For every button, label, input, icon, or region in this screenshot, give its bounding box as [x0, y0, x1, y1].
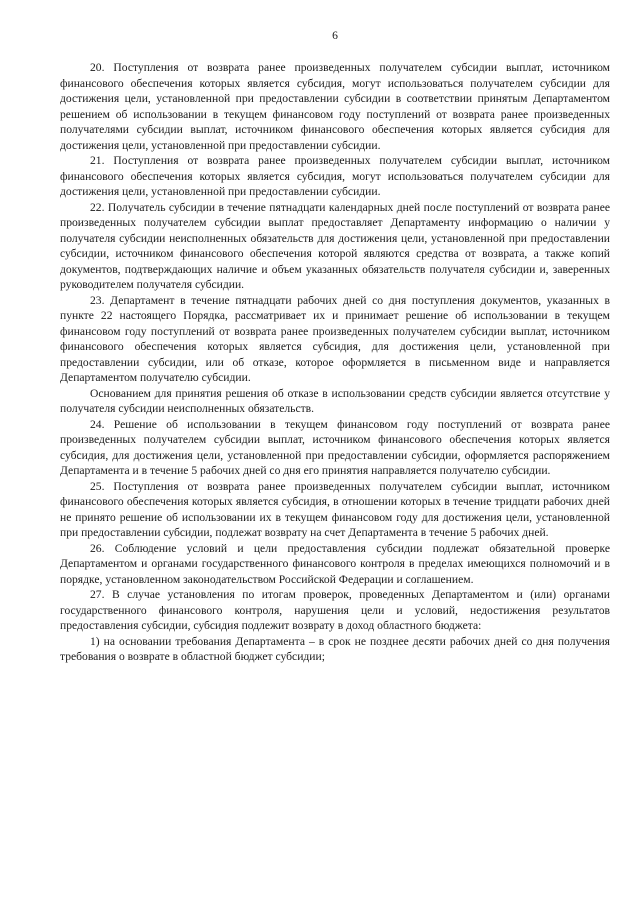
- paragraph-26: 26. Соблюдение условий и цели предоставления субсидии подлежат обязательной проверке Департаментом и органами государственного финансового контроля в пределах имеющихся полномочий и в порядке, установленном законодательством Российской Федерации и соглашением.: [60, 541, 610, 586]
- paragraph-23-refusal-basis: Основанием для принятия решения об отказе в использовании средств субсидии является отсутствие у получателя субсидии неисполненных обязательств.: [60, 386, 610, 415]
- paragraph-24: 24. Решение об использовании в текущем финансовом году поступлений от возврата ранее произведенных получателем субсидии выплат, источником финансового обеспечения которых является субсидия, для достижения цели, установленной при предоставлении субсидии, оформляется распоряжением Департамента и в течение 5 рабочих дней со дня его принятия направляется получателю субсидии.: [60, 417, 610, 477]
- paragraph-20: 20. Поступления от возврата ранее произведенных получателем субсидии выплат, источником финансового обеспечения которых является субсидия, могут использоваться получателем субсидии для достижения цели, установленной при предоставлении субсидии в соответствии принятым Департаментом решением об использовании в текущем финансовом году поступлений от возврата ранее произведенных получателями субсидии выплат, источником финансового обеспечения которых является субсидия для достижения цели, установленной при предоставлении субсидии.: [60, 61, 610, 152]
- page-number: 6: [332, 29, 338, 42]
- paragraph-27: 27. В случае установления по итогам проверок, проведенных Департаментом и (или) органами государственного финансового контроля, нарушения цели и условий, недостижения результатов предоставления субсидии, субсидия подлежит возврату в доход областного бюджета:: [60, 588, 610, 632]
- document-page: [60, 28, 610, 665]
- paragraph-23: 23. Департамент в течение пятнадцати рабочих дней со дня поступления документов, указанных в пункте 22 настоящего Порядка, рассматривает их и принимает решение об использовании в текущем финансовом году поступлений от возврата ранее произведенных получателем субсидии выплат, источником финансового обеспечения которых является субсидия, для достижения цели, установленной при предоставлении субсидии, или об отказе, которое оформляется в письменном виде и направляется Департаментом получателю субсидии.: [60, 293, 610, 384]
- paragraph-22: 22. Получатель субсидии в течение пятнадцати календарных дней после поступлений от возврата ранее произведенных получателем субсидии выплат предоставляет Департаменту информацию о наличии у получателя субсидии неисполненных обязательств для достижения цели, установленной при предоставлении субсидии, источником финансового обеспечения которой являются средства от возврата, а также копий документов, подтверждающих наличие и объем указанных обязательств получателя субсидии и, заверенных руководителем получателя субсидии.: [60, 200, 610, 291]
- paragraph-25: 25. Поступления от возврата ранее произведенных получателем субсидии выплат, источником финансового обеспечения которых является субсидия, в отношении которых в течение тридцати рабочих дней не принято решение об использовании их в текущем финансовом году для достижения цели, установленной при предоставлении субсидии, подлежат возврату на счет Департамента в течение 5 рабочих дней.: [60, 479, 610, 539]
- paragraph-27-item-1: 1) на основании требования Департамента – в срок не позднее десяти рабочих дней со дня получения требования о возврате в областной бюджет субсидии;: [60, 634, 610, 663]
- paragraph-21: 21. Поступления от возврата ранее произведенных получателем субсидии выплат, источником финансового обеспечения которых является субсидия, могут использоваться получателем субсидии для достижения цели, установленной при предоставлении субсидии.: [60, 154, 610, 198]
